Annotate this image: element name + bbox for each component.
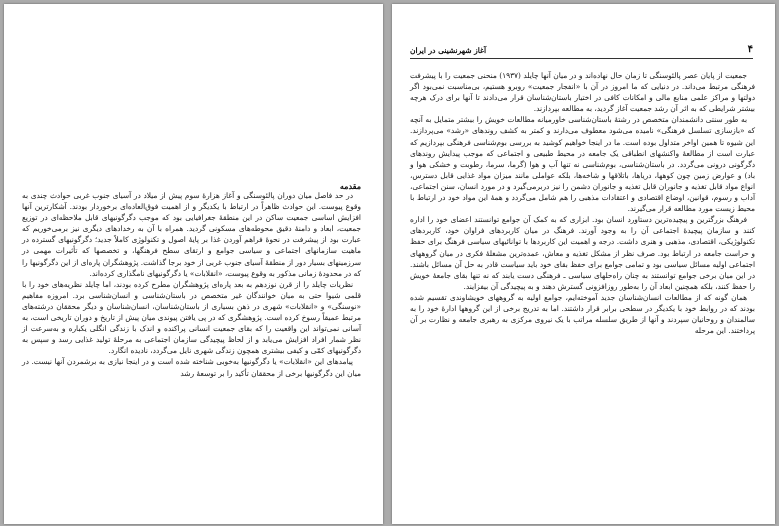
paragraph: فرهنگ بزرگترین و پیچیده‌ترین دستاورد انسان بود. ابزاری که به کمک آن جوامع توانستند اعضای خود را اداره کنند و سازمان پیچیدهٔ اجتماعی آن را به وجود آورند. فرهنگ در میان کاربردهای فراوان خود، کاربردهای تکنولوژیکی، اقتصادی، مذهبی و هنری داشت. درجه و اهمیت این کاربردها با توانائیهای سیاسی فرهنگ برای حفظ و حراست جامعه در ارتباط بود. صرف نظر از مشکل تغذیه و معاش، عمده‌ترین مشغلهٔ فکری در میان گروههای اجتماعی اولیه مسائل سیاسی بود و تمامی جوامع برای حفظ بقای خود باید سیاست قادر به حل آن مسائل باشند. در این میان برخی جوامع توانستند به چنان راه‌حلهای سیاسی ـ فرهنگی دست یابند که نه تنها بقای جامعهٔ خویش را حفظ کنند، بلکه همچنین ابعاد آن را به‌طور روزافزونی گسترش دهند و به پیچیدگی آن بیفزایند. bbox=[410, 215, 755, 291]
paragraph: در حد فاصل میان دوران پالئوسنگی و آغاز هزارهٔ سوم پیش از میلاد در آسیای جنوب غربی حوادث چندی به وقوع پیوست. این حوادث ظاهراً در ارتباط با یکدیگر و از اهمیت فوق‌العاده‌ای برخوردار بودند. آشکارترین آنها افزایش اساسی جمعیت ساکن در این منطقهٔ جغرافیایی بود که موجب دگرگونیهای قابل ملاحظه‌ای در توزیع جمعیت، ابعاد و دامنهٔ دقیق محوطه‌های مسکونی گردید. همراه با آن به رخدادهای دیگری نیز برمی‌خوریم که عبارت بود از پیشرفت در نحوهٔ فراهم آوردن غذا بر پایهٔ اصول و تکنولوژی کاملاً جدید؛ دگرگونیهای گسترده در ماهیت سازمانهای اجتماعی و سیاسی جوامع و ارتقای سطح فرهنگها، و تخصصها که تأثیرات مهمی در سرزمینهای بسیار دور از منطقهٔ آسیای جنوب غربی از خود برجا گذاشت. پژوهشگران پاره‌ای از این دگرگونیها را که در محدودهٔ زمانی مذکور به وقوع پیوست، «انقلابات» یا دگرگونیهای نامگذاری کرده‌اند. bbox=[22, 191, 361, 278]
section-heading: مقدمه bbox=[339, 181, 361, 191]
paragraph: به طور سنتی دانشمندان متخصص در رشتهٔ باستان‌شناسی خاورمیانه مطالعات خویش را بیشتر متمایل به آنچه که «بازسازی تسلسل فرهنگی» نامیده می‌شود معطوف می‌دارند و کمتر به کشف روندهای «رشد» می‌پردازند. این شیوه تا همین اواخر متداول بوده است. ما در اینجا خواهیم کوشید به بررسی بوم‌شناسی فرهنگی بپردازیم که عبارت است از مطالعهٔ واکنشهای انطباقی یک جامعه در محیط طبیعی و اجتماعی که موجب پیدایش روندهای دگرگونی درونی می‌گردد. در باستان‌شناسی، بوم‌شناسی نه تنها آب و هوا (گرما، سرما، رطوبت و خشکی هوا و باد) و عوارض زمین چون کوهها، دریاها، باتلاقها و شاخه‌ها، بلکه عواملی مانند میزان مواد غذایی قابل دسترس، انواع مواد قابل تغذیه و جانوران قابل تغذیه و جانوران دشمن را نیز دربرمی‌گیرد و در مورد انسان، سنن اجتماعی، آداب و رسوم، قوانین، اوضاع اقتصادی و اعتقادات مذهبی را هم شامل می‌گردد و همهٔ این مواد خود در ارتباط با محیط زیست مورد مطالعه قرار می‌گیرند. bbox=[410, 115, 755, 214]
running-header bbox=[410, 46, 753, 59]
right-page bbox=[392, 4, 775, 524]
paragraph: نظریات چایلد را از قرن نوزدهم به بعد پاره‌ای پژوهشگران مطرح کرده بودند، اما چایلد نظریه‌های خود را با قلمی شیوا حتی به میان خوانندگان غیر متخصص در باستان‌شناسی و انسان‌شناسی برد. امروزه مفاهیم «نوسنگی» و «انقلابات» شهری در ذهن بسیاری از باستان‌شناسان، انسان‌شناسان و دیگر محققان درشته‌های مرتبط عمیقاً رسوخ کرده است. پژوهشگری که در پی یافتن پیوندی میان پیش از تاریخ و دوران تاریخی است، به آسانی نمی‌تواند این واقعیت را که بقای جمعیت انسانی پراکنده و اندک با زندگی انگلی یکباره و به‌سرعت از نظر شمار افراد افزایش می‌یابد و از لحاظ پیچیدگی سازمان اجتماعی به مرحلهٔ تولید غذایی رسد و سپس به دگرگونیهای کمّی و کیفی بیشتری همچون زندگی شهری نایل می‌گردد، نادیده انگارد. bbox=[22, 279, 361, 356]
left-page bbox=[4, 4, 383, 524]
left-page-body bbox=[22, 190, 361, 379]
paragraph: جمعیت از پایان عصر پالئوسنگی تا زمان حال نهاده‌اند و در میان آنها چایلد (۱۹۳۷) منحنی جمعیت را با پیشرفت فرهنگی مرتبط می‌داند. در دنیایی که ما امروز در آن با «انفجار جمعیت» روبرو هستیم، بی‌مناسبت نمی‌بود اگر دولتها و مراکز علمی منابع مالی و امکانات کافی در اختیار باستان‌شناسان قرار می‌دادند تا آنها برای درک هرچه بیشتر شرایطی که به اثر آن رشد جمعیت آغاز گردید، به مطالعه بپردازند. bbox=[410, 71, 755, 114]
right-page-body bbox=[410, 70, 755, 336]
page-number: ۴ bbox=[747, 44, 753, 55]
paragraph: پیامدهای این «انقلابات» یا دگرگونیها به‌خوبی شناخته شده است و در اینجا نیازی به برشمردن آنها نیست. در میان این دگرگونیها برخی از محققان تأکید را بر توسعهٔ رشد bbox=[22, 357, 361, 378]
paragraph: همان گونه که از مطالعات انسان‌شناسان جدید آموخته‌ایم، جوامع اولیه به گروههای خویشاوندی تقسیم شده بودند که در روابط خود با یکدیگر در سطحی برابر قرار داشتند. اما به تدریج برخی از این گروهها ادارهٔ خود را به سالمندان و روحانیان سپردند و آنها از طریق سلسله مراتب با یک نیروی مرکزی به رهبری جامعه و نظارت بر آن پرداختند. این مرحله bbox=[410, 292, 755, 336]
header-title: آغاز شهرنشینی در ایران bbox=[410, 46, 487, 55]
